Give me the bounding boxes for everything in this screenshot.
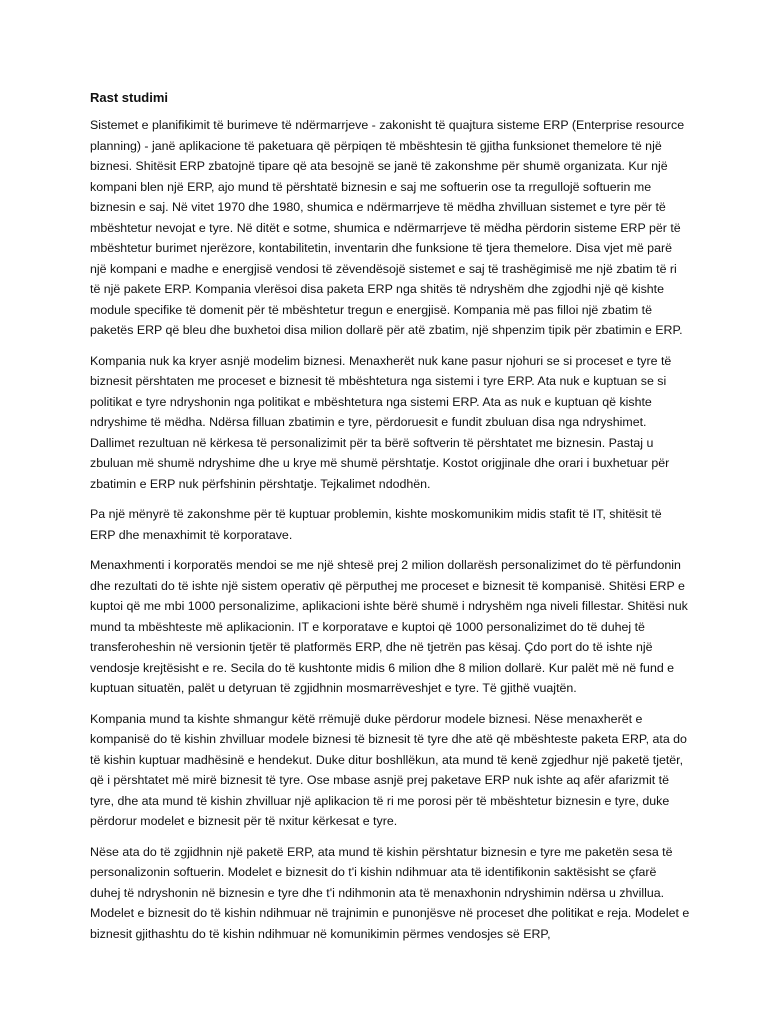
section-heading: Rast studimi	[90, 90, 169, 105]
paragraph-3: Pa një mënyrë të zakonshme për të kuptuar problemin, kishte moskomunikim midis stafit të IT, shitësit të ERP dhe menaxhimit të korporatave.	[90, 507, 662, 542]
paragraph-4: Menaxhmenti i korporatës mendoi se me një shtesë prej 2 milion dollarësh personalizimet do të përfundonin dhe rezultati do të ishte një sistem operativ që përputhej me proceset e biznesit të kompanisë. Shitësi ERP e kuptoi që me mbi 1000 personalizime, aplikacioni ishte bërë shumë i ndryshëm nga niveli fillestar. Shitësi nuk mund ta mbështeste më aplikacionin. IT e korporatave e kuptoi që 1000 personalizimet do të duhej të transferoheshin në versionin tjetër të platformës ERP, dhe në tjetrën pas kësaj. Çdo port do të ishte një vendosje krejtësisht e re. Secila do të kushtonte midis 6 milion dhe 8 milion dollarë. Kur palët më në fund e kuptuan situatën, palët u detyruan të zgjidhnin mosmarrëveshjet e tyre. Të gjithë vuajtën.	[90, 558, 688, 695]
paragraph-6: Nëse ata do të zgjidhnin një paketë ERP, ata mund të kishin përshtatur biznesin e tyre me paketën sesa të personalizonin softuerin. Modelet e biznesit do t'i kishin ndihmuar ata të identifikonin saktësisht se çfarë duhej të ndryshonin në biznesin e tyre dhe t'i ndihmonin ata të menaxhonin ndryshimin ndërsa u zhvillua. Modelet e biznesit do të kishin ndihmuar në trajnimin e punonjësve në proceset dhe politikat e reja. Modelet e biznesit gjithashtu do të kishin ndihmuar në komunikimin përmes vendosjes së ERP,	[90, 844, 690, 941]
document-page	[90, 88, 690, 954]
paragraph-2: Kompania nuk ka kryer asnjë modelim biznesi. Menaxherët nuk kane pasur njohuri se si proceset e tyre të biznesit përshtaten me proceset e biznesit të mbështetura nga sistemi i tyre ERP. Ata nuk e kuptuan se si politikat e tyre ndryshonin nga politikat e mbështetura nga sistemi ERP. Ata as nuk e kuptuan që kishte ndryshime të mëdha. Ndërsa filluan zbatimin e tyre, përdoruesit e fundit zbuluan disa nga ndryshimet. Dallimet rezultuan në kërkesa të personalizimit për ta bërë softverin të përshtatet me biznesin. Pastaj u zbuluan më shumë ndryshime dhe u krye më shumë përshtatje. Kostot origjinale dhe orari i buxhetuar për zbatimin e ERP nuk përfshinin përshtatje. Tejkalimet ndodhën.	[90, 353, 672, 491]
paragraph-1: Sistemet e planifikimit të burimeve të ndërmarrjeve - zakonisht të quajtura sisteme ERP (Enterprise resource planning) - janë aplikacione të paketuara që përpiqen të mbështesin të gjitha funksionet themelore të një biznesi. Shitësit ERP zbatojnë tipare që ata besojnë se janë të zakonshme për shumë organizata. Kur një kompani blen një ERP, ajo mund të përshtatë biznesin e saj me softuerin ose ta rregullojë softuerin me biznesin e saj. Në vitet 1970 dhe 1980, shumica e ndërmarrjeve të mëdha zhvilluan sistemet e tyre për të mbështetur nevojat e tyre. Në ditët e sotme, shumica e ndërmarrjeve të mëdha përdorin sisteme ERP për të mbështetur burimet njerëzore, kontabilitetin, inventarin dhe funksione të tjera themelore. Disa vjet më parë një kompani e madhe e energjisë vendosi të zëvendësojë sistemet e saj të trashëgimisë me një zbatim të ri të një pakete ERP. Kompania vlerësoi disa paketa ERP nga shitës të ndryshëm dhe zgjodhi një që kishte module specifike të domenit për të mbështetur tregun e energjisë. Kompania më pas filloi një zbatim të paketës ERP që bleu dhe buxhetoi disa milion dollarë për atë zbatim, një shpenzim tipik për zbatimin e ERP.	[90, 118, 685, 337]
paragraph-5: Kompania mund ta kishte shmangur këtë rrëmujë duke përdorur modele biznesi. Nëse menaxherët e kompanisë do të kishin zhvilluar modele biznesi të biznesit të tyre dhe atë që mbështeste paketa ERP, ata do të kishin kuptuar madhësinë e hendekut. Duke ditur boshllëkun, ata mund të kenë zgjedhur një paketë tjetër, që i përshtatet më mirë biznesit të tyre. Ose mbase asnjë prej paketave ERP nuk ishte aq afër afarizmit të tyre, dhe ata mund të kishin zhvilluar një aplikacion të ri me porosi për të mbështetur biznesin e tyre, duke përdorur modelet e biznesit për të nxitur kërkesat e tyre.	[90, 711, 687, 828]
